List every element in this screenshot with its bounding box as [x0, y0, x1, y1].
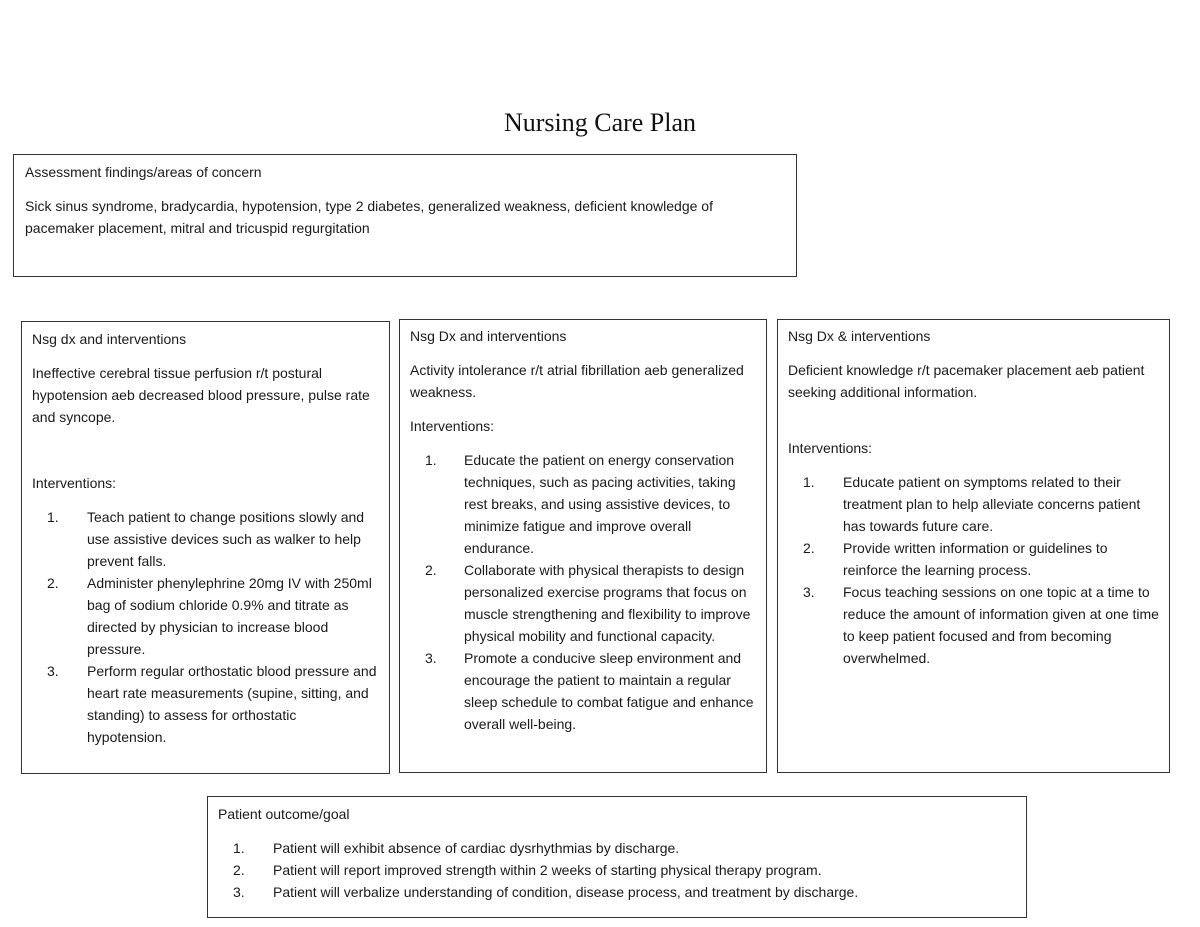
interventions-label: Interventions: — [32, 475, 117, 491]
interventions-label: Interventions: — [410, 418, 495, 434]
column-heading: Nsg Dx & interventions — [788, 328, 931, 344]
item-text: Teach patient to change positions slowly and use assistive devices such as walker to help prevent falls. — [87, 509, 365, 569]
interventions-list — [410, 449, 756, 735]
item-text: Focus teaching sessions on one topic at a time to reduce the amount of information given at one time to keep patient focused and from becoming overwhelmed. — [843, 584, 1159, 666]
item-text: Collaborate with physical therapists to design personalized exercise programs that focus on muscle strengthening and flexibility to improve physical mobility and functional capacity. — [464, 562, 751, 644]
item-text: Provide written information or guidelines to reinforce the learning process. — [843, 540, 1108, 578]
list-item — [410, 449, 756, 559]
list-item — [32, 660, 379, 748]
item-text: Perform regular orthostatic blood pressure and heart rate measurements (supine, sitting, and standing) to assess for orthostatic hypotension. — [87, 663, 377, 745]
item-number: 3. — [425, 650, 437, 666]
item-number: 2. — [425, 562, 437, 578]
nursing-dx-box-3 — [777, 319, 1170, 773]
diagnosis-text: Activity intolerance r/t atrial fibrillation aeb generalized weakness. — [410, 362, 744, 400]
item-number: 3. — [233, 884, 245, 900]
list-item — [32, 572, 379, 660]
item-text: Educate patient on symptoms related to their treatment plan to help alleviate concerns patient has towards future care. — [843, 474, 1141, 534]
interventions-list — [788, 471, 1159, 669]
diagnosis-text: Deficient knowledge r/t pacemaker placement aeb patient seeking additional information. — [788, 362, 1145, 400]
nursing-dx-box-1 — [21, 321, 390, 774]
list-item — [788, 471, 1159, 537]
page-title: Nursing Care Plan — [503, 108, 697, 137]
item-text: Patient will exhibit absence of cardiac dysrhythmias by discharge. — [273, 840, 680, 856]
list-item — [32, 506, 379, 572]
item-number: 1. — [803, 474, 815, 490]
column-heading: Nsg Dx and interventions — [410, 328, 567, 344]
item-number: 1. — [233, 840, 245, 856]
list-item — [788, 537, 1159, 581]
assessment-heading: Assessment findings/areas of concern — [25, 164, 262, 180]
item-number: 2. — [47, 575, 59, 591]
assessment-box — [13, 154, 797, 277]
patient-outcome-box — [207, 796, 1027, 918]
list-item — [410, 647, 756, 735]
item-number: 1. — [47, 509, 59, 525]
interventions-list — [32, 506, 379, 748]
list-item — [218, 859, 1016, 881]
diagnosis-text: Ineffective cerebral tissue perfusion r/t postural hypotension aeb decreased blood pressure, pulse rate and syncope. — [32, 365, 370, 425]
nursing-dx-box-2 — [399, 319, 767, 773]
item-number: 3. — [47, 663, 59, 679]
item-text: Educate the patient on energy conservation techniques, such as pacing activities, taking rest breaks, and using assistive devices, to minimize fatigue and improve overall endurance. — [464, 452, 736, 556]
list-item — [218, 837, 1016, 859]
item-number: 1. — [425, 452, 437, 468]
item-text: Patient will report improved strength within 2 weeks of starting physical therapy program. — [273, 862, 822, 878]
item-number: 3. — [803, 584, 815, 600]
assessment-text: Sick sinus syndrome, bradycardia, hypotension, type 2 diabetes, generalized weakness, deficient knowledge of pacemaker placement, mitral and tricuspid regurgitation — [25, 198, 713, 236]
item-number: 2. — [233, 862, 245, 878]
outcome-list — [218, 837, 1016, 903]
item-text: Administer phenylephrine 20mg IV with 250ml bag of sodium chloride 0.9% and titrate as directed by physician to increase blood pressure. — [87, 575, 372, 657]
item-text: Promote a conducive sleep environment and encourage the patient to maintain a regular sleep schedule to combat fatigue and enhance overall well-being. — [464, 650, 754, 732]
outcome-heading: Patient outcome/goal — [218, 806, 350, 822]
list-item — [788, 581, 1159, 669]
item-text: Patient will verbalize understanding of condition, disease process, and treatment by discharge. — [273, 884, 859, 900]
interventions-label: Interventions: — [788, 440, 873, 456]
column-heading: Nsg dx and interventions — [32, 331, 187, 347]
list-item — [218, 881, 1016, 903]
item-number: 2. — [803, 540, 815, 556]
list-item — [410, 559, 756, 647]
